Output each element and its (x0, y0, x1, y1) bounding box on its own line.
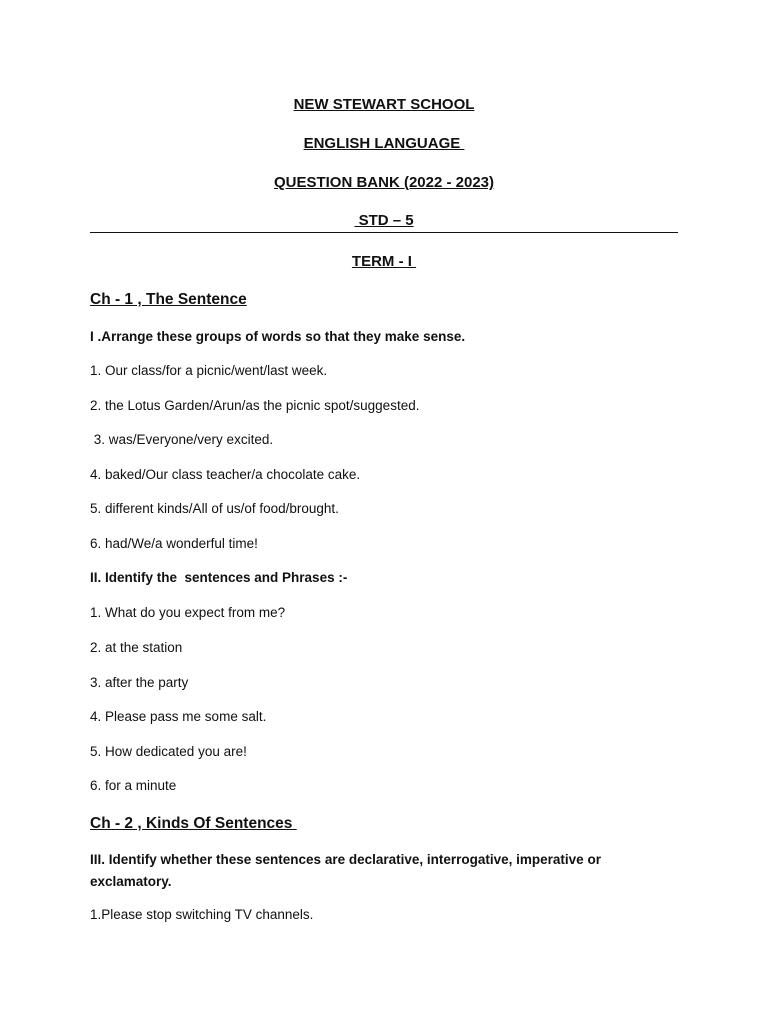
standard-label: STD – 5 (354, 212, 414, 229)
term-label: TERM - I (351, 253, 417, 270)
section-1-item: 5. different kinds/All of us/of food/brought. (90, 501, 339, 516)
section-1-item: 3. was/Everyone/very excited. (90, 432, 274, 447)
chapter-2-heading: Ch - 2 , Kinds Of Sentences (90, 815, 297, 832)
section-2-item: 4. Please pass me some salt. (90, 709, 267, 724)
section-2-item: 2. at the station (90, 640, 183, 655)
subject-title: ENGLISH LANGUAGE (303, 135, 465, 152)
section-1-item: 2. the Lotus Garden/Arun/as the picnic spot/suggested. (90, 398, 420, 413)
section-2-item: 1. What do you expect from me? (90, 605, 286, 620)
section-1-item: 6. had/We/a wonderful time! (90, 536, 258, 551)
section-3-item: 1.Please stop switching TV channels. (90, 907, 314, 922)
document-title: QUESTION BANK (2022 - 2023) (273, 174, 495, 191)
section-2-item: 3. after the party (90, 675, 189, 690)
section-1-item: 4. baked/Our class teacher/a chocolate cake. (90, 467, 361, 482)
header-divider (90, 232, 678, 233)
section-1-item: 1. Our class/for a picnic/went/last week. (90, 363, 328, 378)
section-2-instruction: II. Identify the sentences and Phrases :- (90, 570, 348, 585)
chapter-1-heading: Ch - 1 , The Sentence (90, 291, 247, 308)
section-2-item: 6. for a minute (90, 778, 177, 793)
school-name: NEW STEWART SCHOOL (293, 96, 475, 113)
section-3-instruction: III. Identify whether these sentences are declarative, interrogative, imperative or exclamatory. (90, 852, 601, 889)
section-2-item: 5. How dedicated you are! (90, 744, 247, 759)
section-1-instruction: I .Arrange these groups of words so that they make sense. (90, 329, 466, 344)
